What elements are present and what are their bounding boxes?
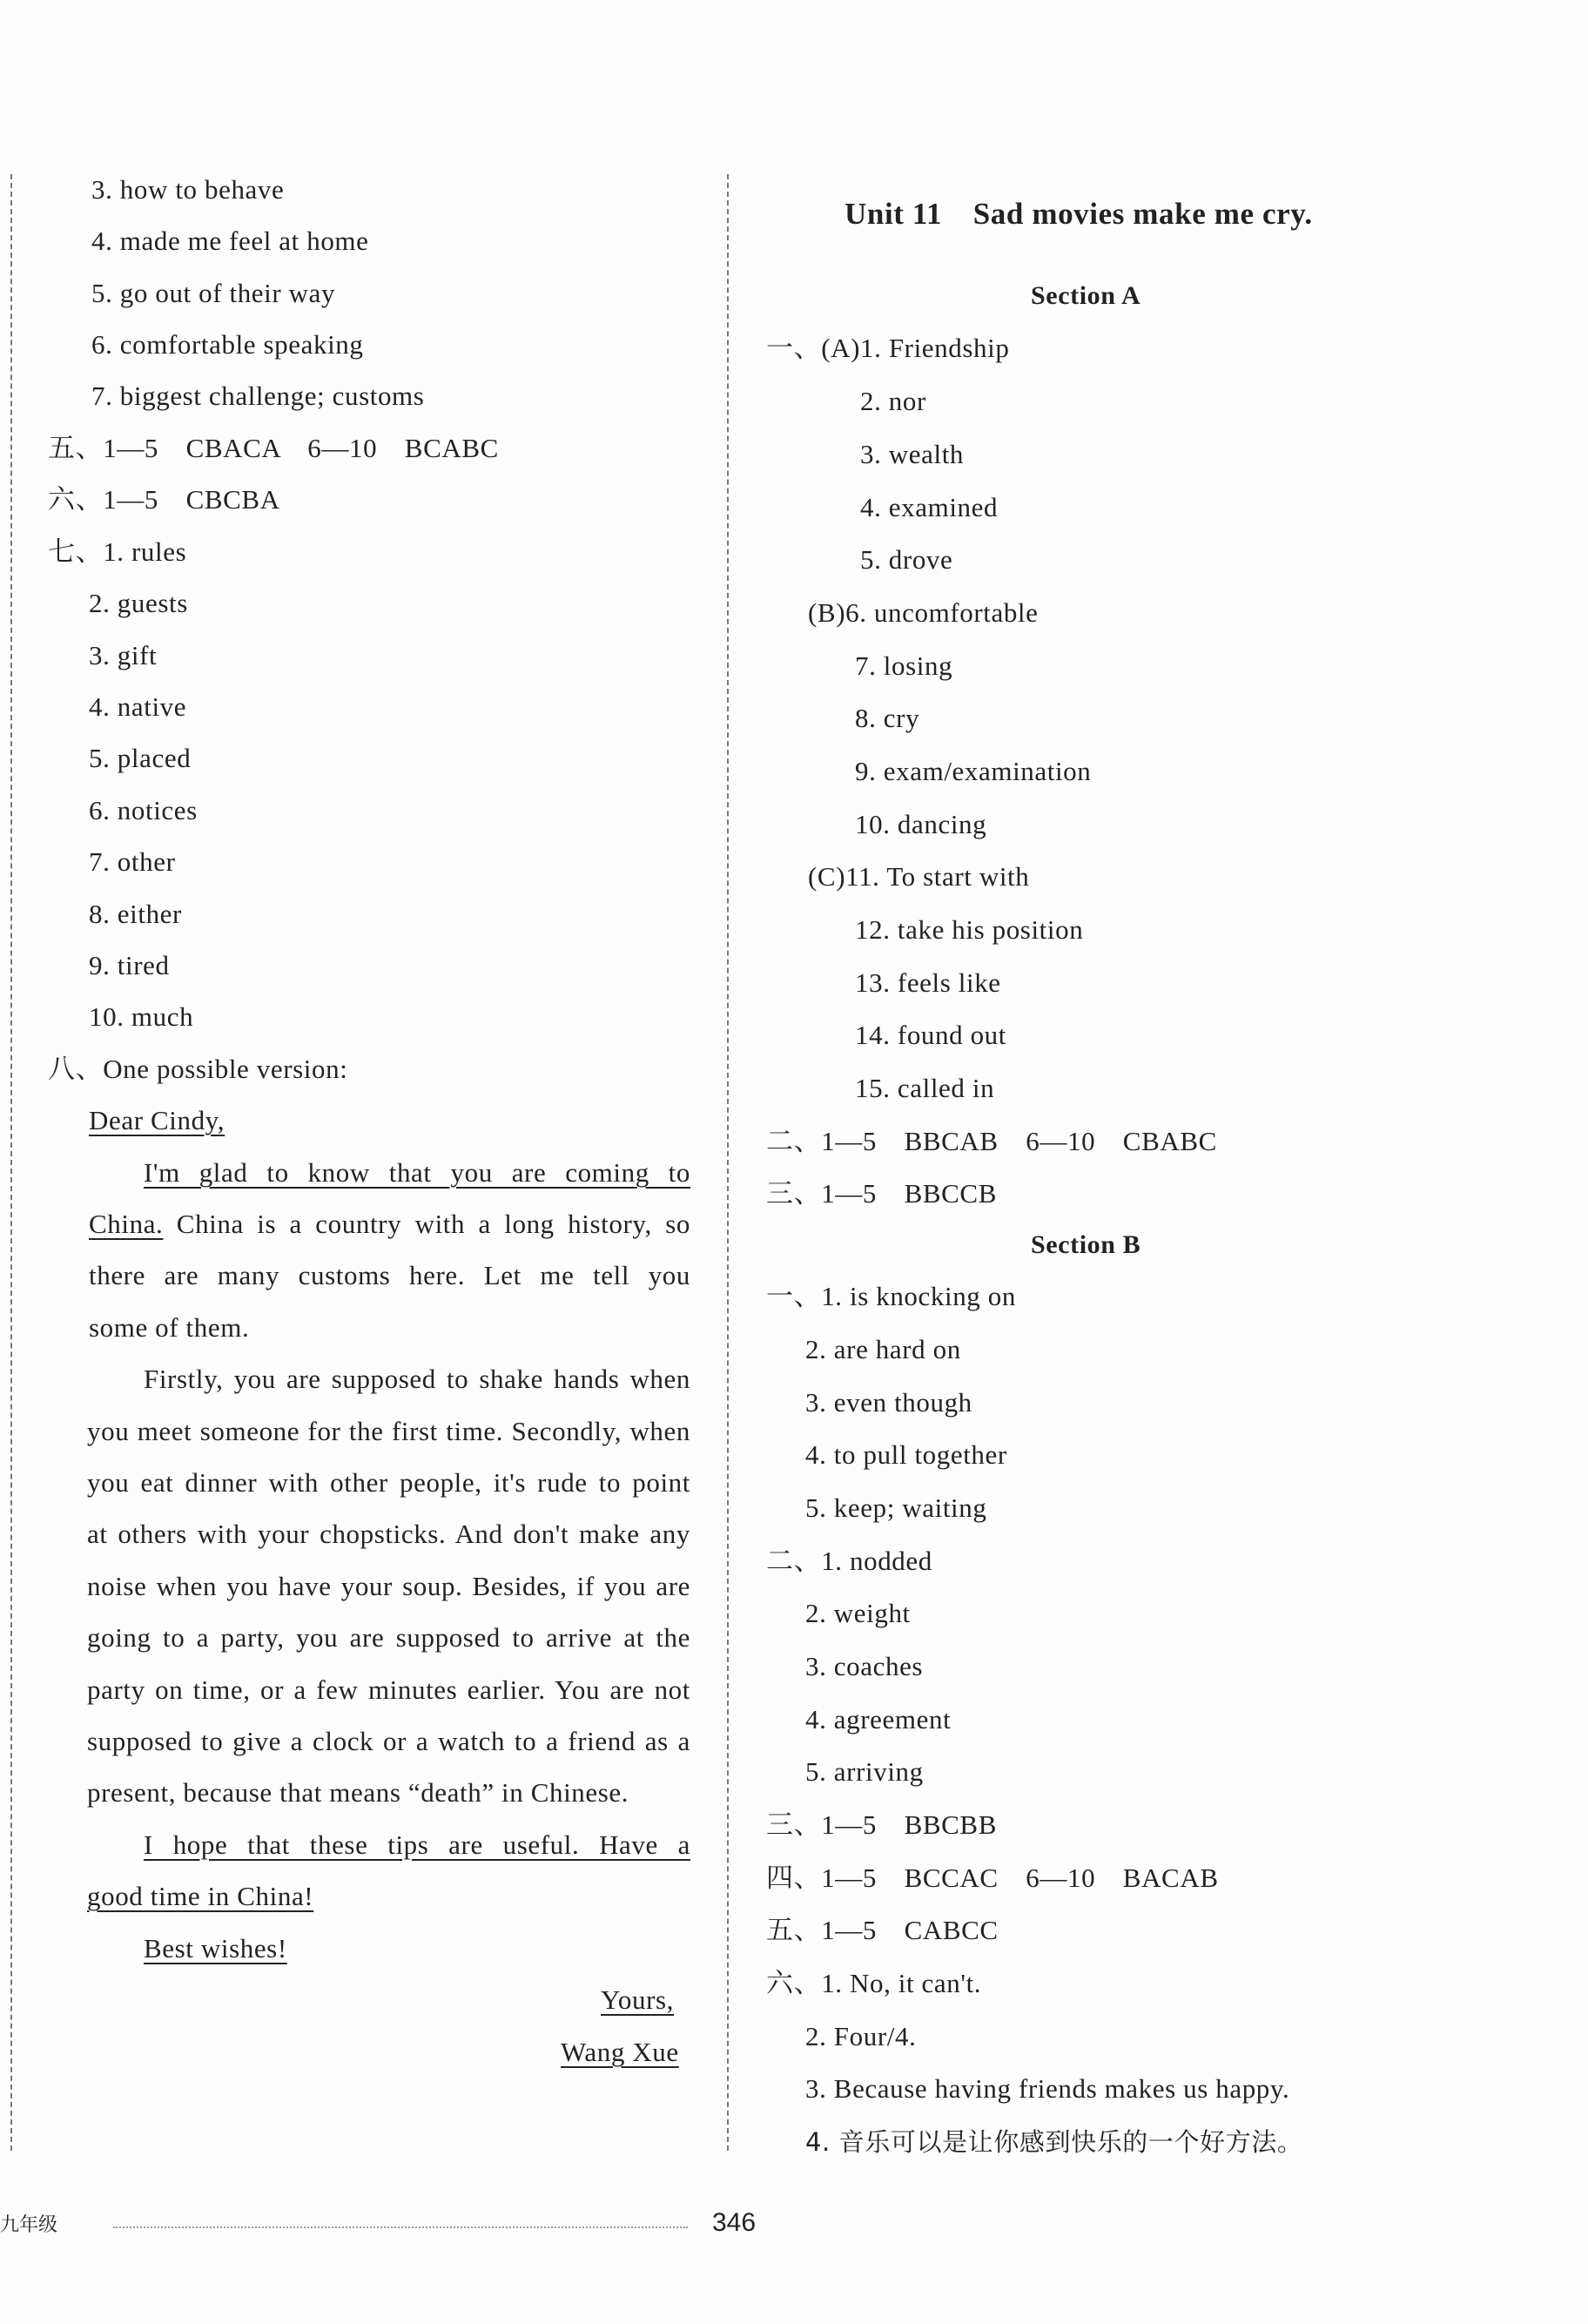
answer-line: 六、1—5 CBCBA (48, 484, 280, 515)
essay-line: you meet someone for the first time. Secondly, when (87, 1416, 690, 1446)
answer-line: 2. weight (805, 1598, 911, 1628)
answer-line: 4. examined (860, 492, 999, 522)
answer-line: 5. arriving (805, 1756, 924, 1787)
essay-line: you eat dinner with other people, it's rude to point (87, 1467, 690, 1498)
grade-label: 九年级 (0, 2214, 58, 2236)
answer-line: 12. take his position (855, 914, 1084, 945)
essay-line: I'm glad to know that you are coming to (144, 1157, 690, 1188)
answer-line: 4. 音乐可以是让你感到快乐的一个好方法。 (805, 2127, 1303, 2157)
essay-line: there are many customs here. Let me tell you (89, 1260, 690, 1290)
answer-line: 4. to pull together (805, 1439, 1007, 1470)
answer-line: 3. gift (89, 640, 158, 670)
answer-line: (B)6. uncomfortable (808, 597, 1039, 628)
answer-line: 4. agreement (805, 1704, 952, 1735)
answer-line: 5. drove (860, 544, 953, 575)
essay-underlined-word: China. (89, 1209, 164, 1239)
essay-line: present, because that means “death” in Chinese. (87, 1777, 629, 1808)
answer-line: 三、1—5 BBCCB (766, 1178, 997, 1209)
left-cut-line (10, 174, 12, 2151)
answer-line: 7. losing (855, 650, 953, 681)
answer-line: 7. other (89, 846, 176, 877)
answer-line: 二、1. nodded (766, 1546, 932, 1576)
letter-signoff: Yours, (601, 1984, 675, 2015)
answer-line: 5. go out of their way (91, 278, 336, 308)
answer-line: 9. exam/examination (855, 756, 1092, 786)
essay-line: supposed to give a clock or a watch to a friend as a (87, 1726, 690, 1756)
answer-line: 四、1—5 BCCAC 6—10 BACAB (766, 1863, 1219, 1893)
answer-line: 3. even though (805, 1387, 972, 1418)
answer-line: 3. wealth (860, 439, 965, 469)
answer-line: 一、1. is knocking on (766, 1281, 1016, 1311)
answer-line: 2. nor (860, 386, 926, 416)
answer-line: 六、1. No, it can't. (766, 1968, 982, 1998)
answer-line: 15. called in (855, 1073, 995, 1103)
center-cut-line (727, 174, 729, 2151)
essay-line: noise when you have your soup. Besides, if you are (87, 1571, 690, 1601)
answer-line: 8. either (89, 899, 182, 929)
answer-line: 5. placed (89, 743, 192, 773)
section-b-heading: Section B (1031, 1230, 1141, 1259)
essay-text: China is a country with a long history, so (163, 1209, 690, 1239)
answer-line: 2. guests (89, 588, 188, 618)
answer-line: 10. dancing (855, 809, 987, 839)
answer-line: 2. Four/4. (805, 2021, 917, 2051)
answer-line: 13. feels like (855, 967, 1001, 998)
answer-line: 2. are hard on (805, 1334, 961, 1364)
answer-line: 9. tired (89, 950, 170, 980)
essay-line: Firstly, you are supposed to shake hands when (144, 1364, 690, 1394)
answer-line: (C)11. To start with (808, 861, 1030, 892)
answer-line: 七、1. rules (48, 536, 187, 567)
letter-closing: Best wishes! (144, 1933, 287, 1964)
answer-line: 8. cry (855, 703, 920, 733)
answer-line: 3. coaches (805, 1651, 924, 1681)
answer-line: 7. biggest challenge; customs (91, 381, 425, 411)
essay-line: good time in China! (87, 1881, 314, 1911)
letter-greeting: Dear Cindy, (89, 1105, 225, 1135)
answer-line: 二、1—5 BBCAB 6—10 CBABC (766, 1126, 1217, 1156)
section-a-heading: Section A (1031, 281, 1141, 310)
page-number: 346 (712, 2208, 757, 2237)
essay-line: party on time, or a few minutes earlier. You are not (87, 1674, 690, 1705)
essay-line: going to a party, you are supposed to arrive at the (87, 1622, 690, 1653)
unit-title: Unit 11 Sad movies make me cry. (844, 197, 1313, 231)
answer-line: 3. Because having friends makes us happy. (805, 2073, 1290, 2104)
footer-dotted-rule (113, 2226, 688, 2228)
essay-line: some of them. (89, 1312, 250, 1343)
answer-line: 一、(A)1. Friendship (766, 333, 1010, 363)
letter-signature: Wang Xue (561, 2037, 679, 2067)
essay-line: at others with your chopsticks. And don't make any (87, 1519, 690, 1549)
answer-line: 6. notices (89, 795, 198, 825)
answer-line: 5. keep; waiting (805, 1492, 987, 1523)
answer-line: 10. much (89, 1001, 194, 1032)
answer-line: 五、1—5 CABCC (766, 1915, 999, 1945)
answer-line: 八、One possible version: (48, 1054, 348, 1084)
answer-line: 4. made me feel at home (91, 226, 369, 256)
answer-line: 4. native (89, 691, 187, 722)
answer-line: 3. how to behave (91, 174, 285, 205)
answer-line: 14. found out (855, 1020, 1006, 1050)
essay-line: I hope that these tips are useful. Have a (144, 1829, 690, 1860)
answer-line: 三、1—5 BBCBB (766, 1809, 997, 1840)
essay-line (89, 1207, 690, 1242)
answer-line: 五、1—5 CBACA 6—10 BCABC (48, 433, 499, 463)
answer-line: 6. comfortable speaking (91, 329, 364, 360)
